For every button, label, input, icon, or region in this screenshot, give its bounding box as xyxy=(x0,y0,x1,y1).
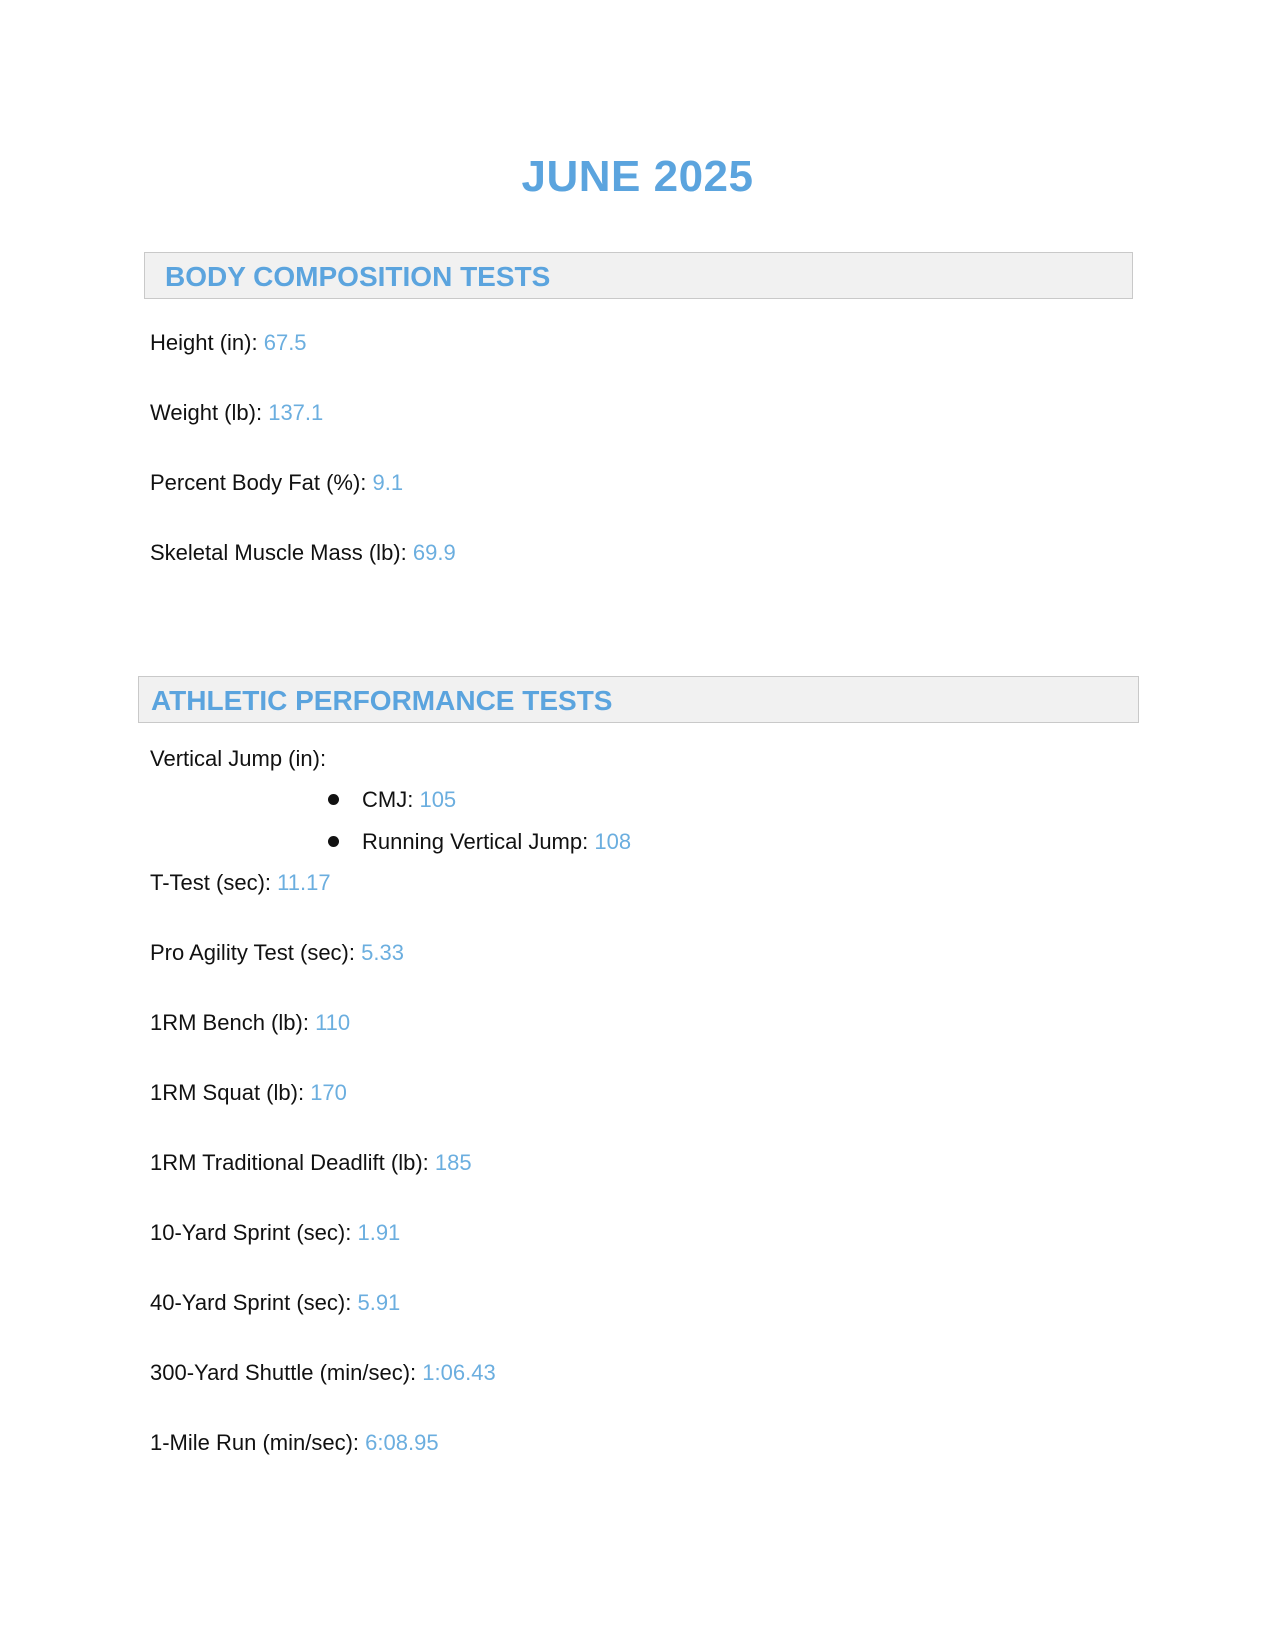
shuttle-label: 300-Yard Shuttle (min/sec): xyxy=(150,1360,417,1385)
mile-run-field xyxy=(150,1430,439,1456)
cmj-label: CMJ: xyxy=(362,787,414,812)
weight-label: Weight (lb): xyxy=(150,400,263,425)
forty-yard-sprint-value: 5.91 xyxy=(357,1290,401,1315)
ten-yard-sprint-field xyxy=(150,1220,400,1246)
forty-yard-sprint-label: 40-Yard Sprint (sec): xyxy=(150,1290,352,1315)
bullet-icon xyxy=(328,794,339,805)
weight-field xyxy=(150,400,323,426)
page-title: JUNE 2025 xyxy=(521,152,754,201)
bench-label: 1RM Bench (lb): xyxy=(150,1010,309,1035)
skeletal-muscle-label: Skeletal Muscle Mass (lb): xyxy=(150,540,407,565)
deadlift-label: 1RM Traditional Deadlift (lb): xyxy=(150,1150,429,1175)
running-vertical-jump-item xyxy=(362,829,631,855)
squat-value: 170 xyxy=(310,1080,347,1105)
height-field xyxy=(150,330,307,356)
running-vertical-jump-label: Running Vertical Jump: xyxy=(362,829,589,854)
squat-field xyxy=(150,1080,347,1106)
pro-agility-field xyxy=(150,940,404,966)
athletic-performance-header xyxy=(138,676,1139,723)
mile-run-value: 6:08.95 xyxy=(365,1430,439,1455)
bench-field xyxy=(150,1010,350,1036)
cmj-item xyxy=(362,787,456,813)
athletic-performance-heading: ATHLETIC PERFORMANCE TESTS xyxy=(151,685,613,716)
shuttle-field xyxy=(150,1360,496,1386)
forty-yard-sprint-field xyxy=(150,1290,400,1316)
body-fat-field xyxy=(150,470,403,496)
shuttle-value: 1:06.43 xyxy=(422,1360,496,1385)
pro-agility-value: 5.33 xyxy=(361,940,404,965)
skeletal-muscle-value: 69.9 xyxy=(412,540,456,565)
weight-value: 137.1 xyxy=(268,400,324,425)
ten-yard-sprint-value: 1.91 xyxy=(357,1220,401,1245)
bench-value: 110 xyxy=(315,1010,351,1035)
deadlift-field xyxy=(150,1150,472,1176)
body-composition-header xyxy=(144,252,1133,299)
t-test-label: T-Test (sec): xyxy=(150,870,272,895)
t-test-field xyxy=(150,870,331,896)
squat-label: 1RM Squat (lb): xyxy=(150,1080,305,1105)
deadlift-value: 185 xyxy=(434,1150,472,1175)
cmj-value: 105 xyxy=(419,787,457,812)
height-value: 67.5 xyxy=(263,330,307,355)
pro-agility-label: Pro Agility Test (sec): xyxy=(150,940,355,965)
vertical-jump-field xyxy=(150,746,326,772)
mile-run-label: 1-Mile Run (min/sec): xyxy=(150,1430,360,1455)
ten-yard-sprint-label: 10-Yard Sprint (sec): xyxy=(150,1220,352,1245)
bullet-icon xyxy=(328,836,339,847)
body-fat-label: Percent Body Fat (%): xyxy=(150,470,367,495)
body-composition-heading: BODY COMPOSITION TESTS xyxy=(165,261,551,292)
height-label: Height (in): xyxy=(150,330,258,355)
running-vertical-jump-value: 108 xyxy=(594,829,632,854)
t-test-value: 11.17 xyxy=(277,870,331,895)
body-fat-value: 9.1 xyxy=(372,470,404,495)
vertical-jump-label: Vertical Jump (in): xyxy=(150,746,327,771)
skeletal-muscle-field xyxy=(150,540,456,566)
